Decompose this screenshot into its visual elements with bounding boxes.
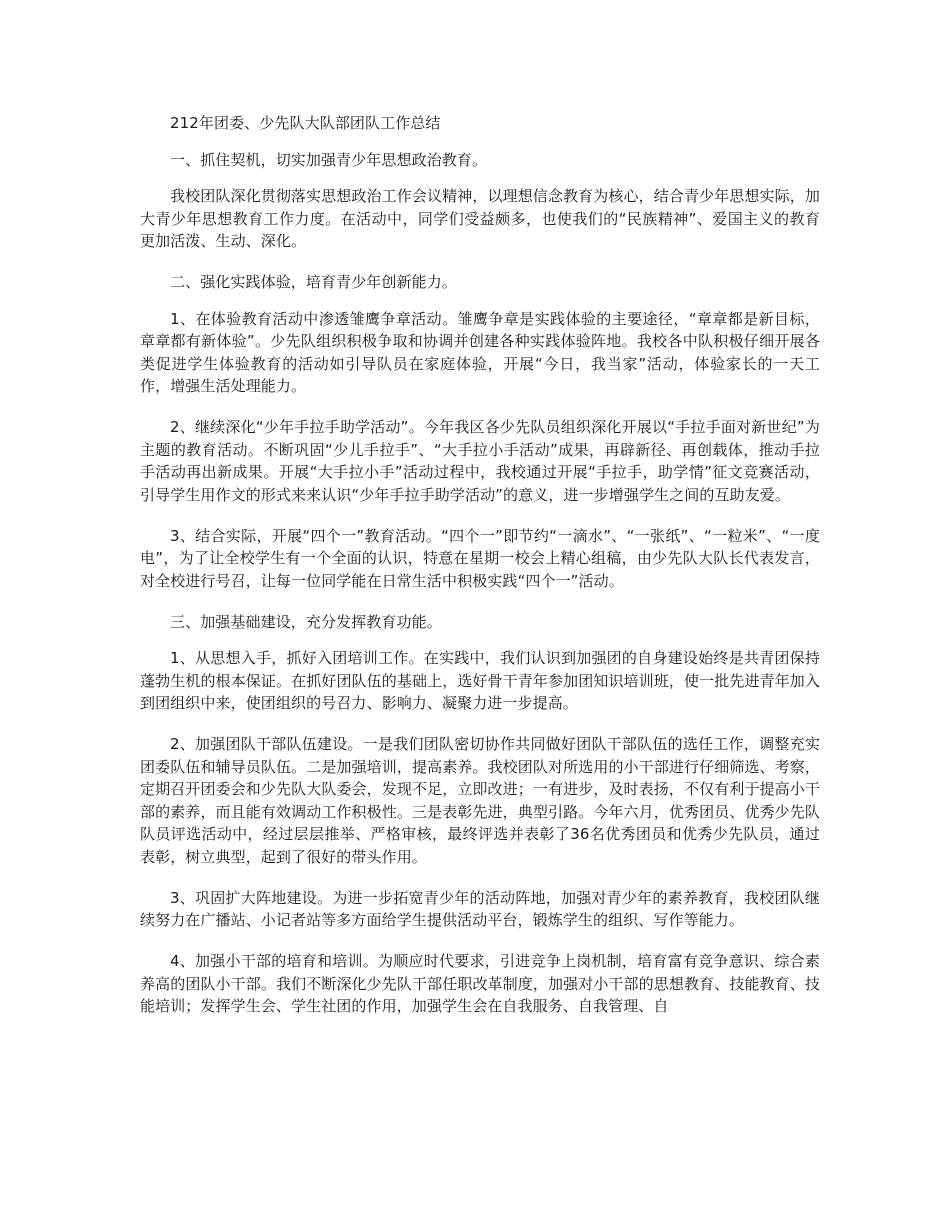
document-body: [140, 112, 820, 1036]
paragraph: 我校团队深化贯彻落实思想政治工作会议精神，以理想信念教育为核心，结合青少年思想实际，加大青少年思想教育工作力度。在活动中，同学们受益颇多，也使我们的“民族精神”、爱国主义的教育更加活泼、生动、深化。: [140, 187, 820, 250]
paragraph: 3、巩固扩大阵地建设。为进一步拓宽青少年的活动阵地，加强对青少年的素养教育，我校团队继续努力在广播站、小记者站等多方面给学生提供活动平台，锻炼学生的组织、写作等能力。: [140, 888, 820, 929]
section-heading-1: 一、抓住契机，切实加强青少年思想政治教育。: [170, 150, 488, 169]
document-title: 212年团委、少先队大队部团队工作总结: [170, 114, 441, 132]
paragraph: 2、继续深化“少年手拉手助学活动”。今年我区各少先队员组织深化开展以“手拉手面对新世纪”为主题的教育活动。不断巩固“少儿手拉手”、“大手拉小手活动”成果，再辟新径、再创载体，推动手拉手活动再出新成果。开展“大手拉小手”活动过程中，我校通过开展“手拉手，助学情”征文竞赛活动，引导学生用作文的形式来来认识“少年手拉手助学活动”的意义，进一步增强学生之间的互助友爱。: [140, 418, 820, 504]
paragraph: 4、加强小干部的培育和培训。为顺应时代要求，引进竞争上岗机制，培育富有竞争意识、综合素养高的团队小干部。我们不断深化少先队干部任职改革制度，加强对小干部的思想教育、技能教育、技能培训；发挥学生会、学生社团的作用，加强学生会在自我服务、自我管理、自: [140, 952, 820, 1015]
paragraph: 2、加强团队干部队伍建设。一是我们团队密切协作共同做好团队干部队伍的选任工作，调整充实团委队伍和辅导员队伍。二是加强培训，提高素养。我校团队对所选用的小干部进行仔细筛选、考察，定期召开团委会和少先队大队委会，发现不足，立即改进；一有进步，及时表扬，不仅有利于提高小干部的素养，而且能有效调动工作积极性。三是表彰先进，典型引路。今年六月，优秀团员、优秀少先队队员评选活动中，经过层层推举、严格审核，最终评选并表彰了36名优秀团员和优秀少先队员，通过表彰，树立典型，起到了很好的带头作用。: [140, 735, 820, 866]
paragraph: 1、在体验教育活动中渗透雏鹰争章活动。雏鹰争章是实践体验的主要途径，“章章都是新目标，章章都有新体验”。少先队组织积极争取和协调并创建各种实践体验阵地。我校各中队积极仔细开展各类促进学生体验教育的活动如引导队员在家庭体验，开展“今日，我当家”活动，体验家长的一天工作，增强生活处理能力。: [140, 309, 820, 395]
paragraph: 3、结合实际，开展“四个一”教育活动。“四个一”即节约“一滴水”、“一张纸”、“一粒米”、“一度电”，为了让全校学生有一个全面的认识，特意在星期一校会上精心组稿，由少先队大队长代表发言，对全校进行号召，让每一位同学能在日常生活中积极实践“四个一”活动。: [140, 526, 820, 590]
paragraph: 1、从思想入手，抓好入团培训工作。在实践中，我们认识到加强团的自身建设始终是共青团保持蓬勃生机的根本保证。在抓好团队伍的基础上，选好骨干青年参加团知识培训班，使一批先进青年加入到团组织中来，使团组织的号召力、影响力、凝聚力进一步提高。: [140, 649, 820, 712]
section-heading-2: 二、强化实践体验，培育青少年创新能力。: [170, 273, 457, 291]
section-heading-3: 三、加强基础建设，充分发挥教育功能。: [170, 612, 442, 631]
